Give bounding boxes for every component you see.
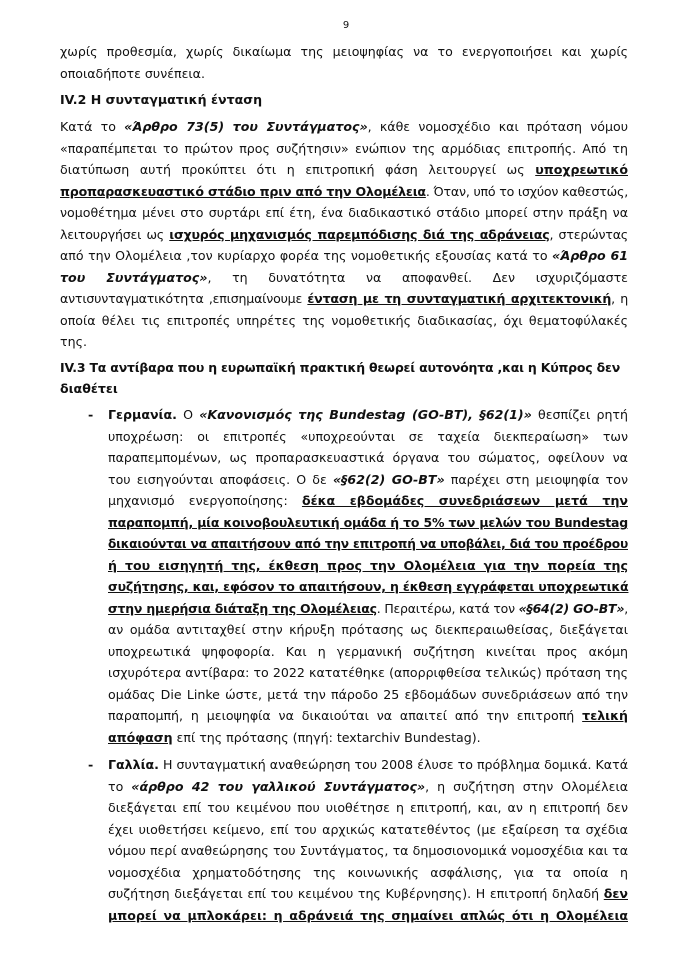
text-run: , [624,601,628,616]
body-line [108,491,628,511]
body-line [108,798,628,818]
text-run: από την Ολομέλεια ,τον κυρίαρχο φορέα της νομοθετικής εξουσίας κατά το [60,248,553,263]
text-run: , κάθε νομοσχέδιο και πρόταση νόμου [367,119,628,134]
text-run: διατύπωση αυτή προκύπτει ότι η επιτροπική φάση λειτουργεί ως [60,162,536,177]
body-line [60,42,628,62]
text-run: παρέχει στη μειοψηφία τον [444,472,628,487]
text-run: «άρθρο 42 του γαλλικού Συντάγματος» [131,779,426,794]
section-heading-iv3 [60,358,620,378]
section-heading-iv3-cont [60,379,118,399]
text-run: τελική [582,708,628,723]
text-run: ένταση με τη συνταγματική αρχιτεκτονική [307,291,612,306]
body-line [108,577,628,597]
body-line [108,663,628,683]
text-run: νομοθέτημα μένει στο συρτάρι επί έτη, ένα διαδικαστικό στάδιο μπορεί στην πράξη να [60,205,628,220]
body-line [108,470,628,490]
text-run: νομοσχέδια χρηματοδότησης της κοινωνικής ασφάλισης, για τα οποία η [108,865,628,880]
body-line [108,755,628,775]
bullet-france: - [88,757,94,772]
text-run: IV.3 Τα αντίβαρα που η ευρωπαϊκή πρακτική θεωρεί αυτονόητα ,και η Κύπρος δεν [60,360,621,375]
body-line [108,534,628,554]
body-line [108,820,628,840]
body-line [60,160,628,180]
text-run: «παραπέμπεται το πρώτον προς συζήτησιν» ενώπιον της αρμόδιας επιτροπής. Από τη [60,141,628,156]
body-line [108,777,628,797]
text-run: υποχρεωτικό [535,162,628,177]
text-run: «Άρθρο 73(5) του Συντάγματος» [124,119,368,134]
text-run: παραπεμπομένων, ως προπαρασκευαστικά όργανα του σώματος, οφείλουν να [108,450,628,465]
page-number: 9 [342,20,350,31]
text-run: υποχρεωτικά ψηφοφορία. Και η γερμανική συζήτηση κινείται προς ακόμη [108,644,628,659]
text-run: χωρίς προθεσμία, χωρίς δικαίωμα της μειοψηφίας να το ενεργοποιήσει και χωρίς [60,44,628,59]
text-run: , η συζήτηση στην Ολομέλεια [425,779,629,794]
text-run: μπορεί να μπλοκάρει: η αδράνειά της σημαίνει απλώς ότι η Ολομέλεια [108,908,628,923]
text-run: δεν [603,886,628,901]
body-line [108,863,628,883]
text-run: έχει υιοθετήσει κείμενο, επί του αρχικώς κατατεθέντος (με εξαίρεση τα σχέδια [108,822,628,837]
text-run: ομάδας Die Linke ώστε, μετά την πάροδο 25 εβδομάδων συνεδριάσεων από την [108,687,628,702]
body-line [60,64,205,84]
body-line [108,728,481,748]
text-run: ισχυρός μηχανισμός παρεμπόδισης διά της αδράνειας [169,227,550,242]
body-line [60,289,628,309]
body-line [108,685,628,705]
body-line [108,706,628,726]
text-run: διεξάγεται επί του κειμένου που υιοθέτησε η επιτροπή, και, αν η επιτροπή δεν [108,800,628,815]
body-line [60,332,87,352]
text-run: λειτουργήσει ως [60,227,170,242]
text-run: του Συντάγματος» [60,270,208,285]
text-run: . Περαιτέρω, κατά τον [376,601,519,616]
body-line [60,117,628,137]
text-run: δικαιούνται να απαιτήσουν από την επιτροπή να υποβάλει, διά του προέδρου [108,537,628,551]
body-line [60,268,628,288]
text-run: «Άρθρο 61 [552,248,628,263]
body-line [108,556,628,576]
text-run: . Όταν, υπό το ισχύον καθεστώς, [425,184,628,199]
text-run: συζήτηση διεξάγεται επί του κειμένου της Κυβέρνησης). Η επιτροπή δηλαδή [108,886,604,901]
bullet-germany: - [88,407,94,422]
text-run: του εισηγούνται αποφάσεις. Ο δε [108,472,333,487]
text-run: «§62(2) GO-BT» [332,472,445,487]
text-run: υποχρέωση: οι επιτροπές «υποχρεούνται σε ταχεία διεκπεραίωση» των [108,429,628,444]
body-line [108,448,628,468]
body-line [60,246,628,266]
body-line [108,513,628,533]
body-line [60,203,628,223]
text-run: νόμου περί αναθεώρησης του Συντάγματος, τα δημοσιονομικά νομοσχέδια και τα [108,843,628,858]
text-run: οποιαδήποτε συνέπεια. [60,66,205,81]
body-line [60,311,628,331]
text-run: απόφαση [108,730,173,745]
text-run: αν ομάδα αντιταχθεί στην κήρυξη πρότασης ως διεκπεραιωθείσας, διεξάγεται [108,622,628,637]
text-run: οποία θέλει τις επιτροπές υπηρέτες της νομοθετικής διαδικασίας, όχι θεματοφύλακές [60,313,628,328]
text-run: , τη δυνατότητα να αποφανθεί. Δεν ισχυριζόμαστε [207,270,628,285]
section-heading-iv2 [60,90,262,110]
text-run: θεσπίζει ρητή [531,407,628,422]
body-line [108,906,628,926]
text-run: διαθέτει [60,381,118,396]
text-run: Γερμανία. [108,407,177,422]
body-line [60,225,628,245]
body-line [60,139,628,159]
text-run: στην ημερήσια διάταξη της Ολομέλειας [108,601,377,616]
text-run: το [108,779,132,794]
text-run: «§64(2) GO-BT» [518,601,625,616]
text-run: Ο [176,407,200,422]
text-run: συζήτησης, και, εφόσον το απαιτήσουν, η έκθεση εγγράφεται υποχρεωτικά [108,579,629,594]
body-line [108,427,628,447]
text-run: , η [611,291,628,306]
text-run: παραπομπή, η μειοψηφία να δικαιούται να απαιτεί από την επιτροπή [108,708,583,723]
body-line [108,620,628,640]
body-line [108,405,628,425]
body-line [108,642,628,662]
text-run: της. [60,334,87,349]
body-line [60,182,628,202]
text-run: επί της πρότασης (πηγή: textarchiv Bundestag). [172,730,481,745]
text-run: , στερώντας [549,227,628,242]
body-line [108,884,628,904]
text-run: Η συνταγματική αναθεώρηση του 2008 έλυσε το πρόβλημα δομικά. Κατά [158,757,628,772]
text-run: δέκα εβδομάδες συνεδριάσεων μετά την [301,493,628,508]
text-run: αντισυνταγματικότητα ,επισημαίνουμε [60,291,308,306]
text-run: προπαρασκευαστικό στάδιο πριν από την Ολομέλεια [60,184,426,199]
text-run: ή του εισηγητή της, έκθεση προς την Ολομέλεια για την πορεία της [108,558,628,573]
body-line [108,599,628,619]
body-line [108,841,628,861]
text-run: παραπομπή, μία κοινοβουλευτική ομάδα ή το 5% των μελών του Bundestag [108,515,628,530]
text-run: IV.2 Η συνταγματική ένταση [60,92,263,107]
text-run: «Κανονισμός της Bundestag (GO-BT), §62(1)» [199,407,532,422]
text-run: Κατά το [60,119,125,134]
text-run: Γαλλία. [108,757,159,772]
text-run: μηχανισμό ενεργοποίησης: [108,493,302,508]
text-run: ισχυρότερα αντίβαρα: το 2022 κατατέθηκε (απορριφθείσα τελικώς) πρόταση της [108,665,628,680]
